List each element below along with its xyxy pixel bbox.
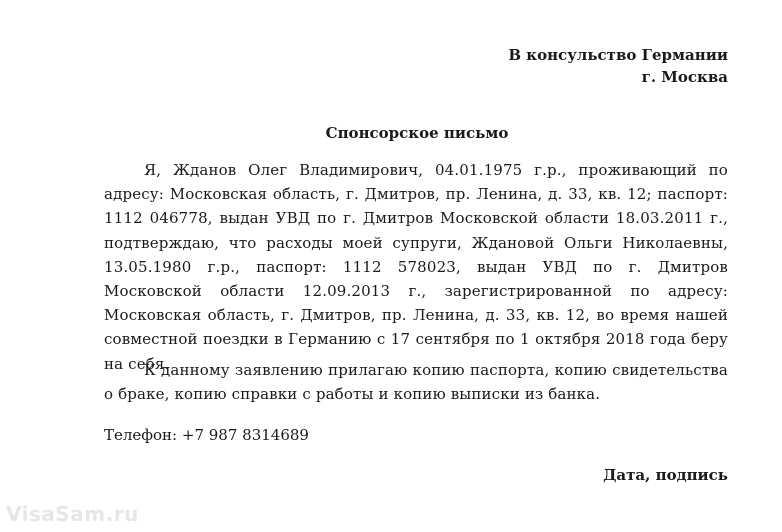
addressee-line-1: В консульство Германии — [508, 46, 728, 64]
watermark: VisaSam.ru — [6, 502, 139, 526]
addressee-block — [508, 44, 728, 88]
paragraph-attachments: К данному заявлению прилагаю копию паспорта, копию свидетельства о браке, копию справки с работы и копию выписки из банка. — [104, 361, 728, 404]
phone-line: Телефон: +7 987 8314689 — [104, 426, 309, 444]
date-signature: Дата, подпись — [603, 466, 728, 484]
paragraph-main: Я, Жданов Олег Владимирович, 04.01.1975 г.р., проживающий по адресу: Московская область, г. Дмитров, пр. Ленина, д. 33, кв. 12; паспорт: 1112 046778, выдан УВД по г. Дмитров Московской области 18.03.2011 г., подтверждаю, что расходы моей супруги, Ждановой Ольги Николаевны, 13.05.1980 г.р., паспорт: 1112 578023, выдан УВД по г. Дмитров Московской области 12.09.2013 г., зарегистрированной по адресу: Московская область, г. Дмитров, пр. Ленина, д. 33, кв. 12, во время нашей совместной поездки в Германию с 17 сентября по 1 октября 2018 года беру на себя. — [104, 161, 728, 373]
addressee-line-2: г. Москва — [641, 68, 728, 86]
document-title: Спонсорское письмо — [325, 124, 509, 142]
